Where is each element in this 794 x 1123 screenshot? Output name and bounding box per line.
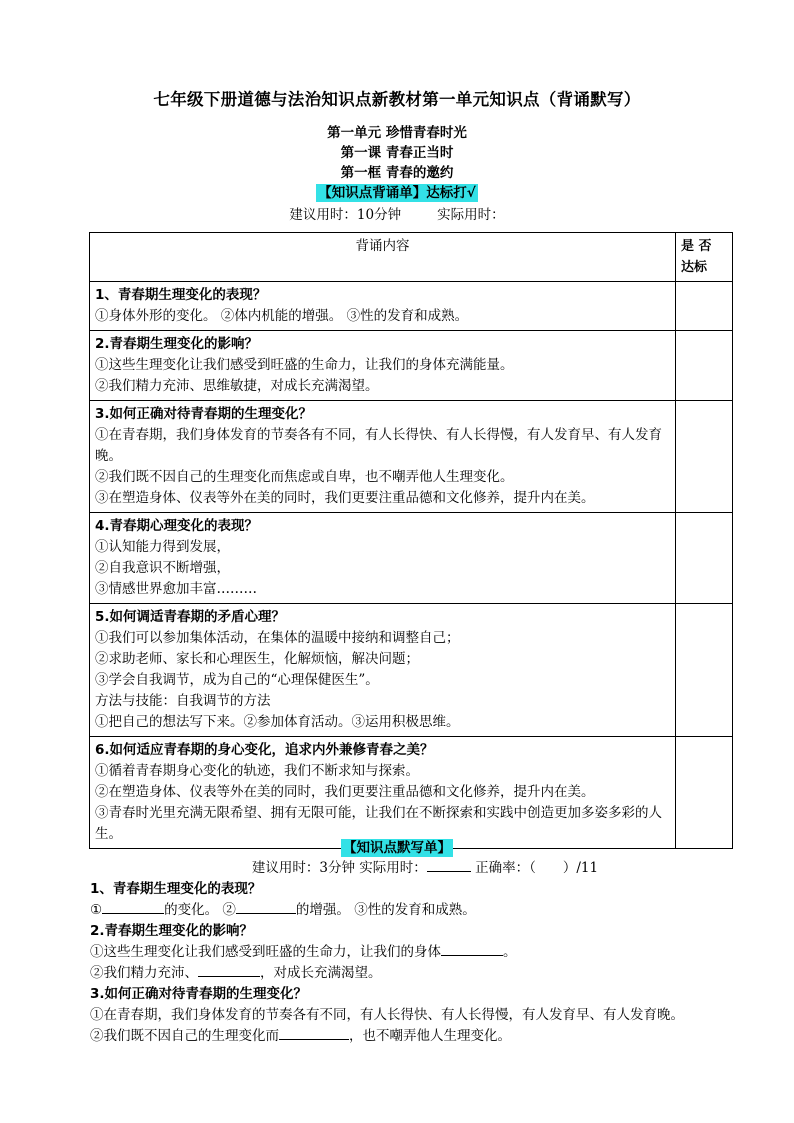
table-row xyxy=(90,513,733,604)
text-fragment: ① xyxy=(90,902,103,918)
answer-line: ②我们既不因自己的生理变化而焦虑或自卑，也不嘲弄他人生理变化。 xyxy=(95,469,514,485)
text-fragment: 的变化。 ② xyxy=(164,902,236,918)
text-fragment: ②我们既不因自己的生理变化而 xyxy=(90,1028,279,1044)
fill-blank[interactable] xyxy=(102,913,164,914)
answer-line: ①循着青春期身心变化的轨迹，我们不断求知与探索。 xyxy=(95,763,419,779)
question: 6.如何适应青春期的身心变化，追求内外兼修青春之美？ xyxy=(95,742,434,758)
question: 3.如何正确对待青春期的生理变化？ xyxy=(95,406,313,422)
question: 2.青春期生理变化的影响？ xyxy=(95,336,259,352)
answer-line: ②求助老师、家长和心理医生，化解烦恼，解决问题； xyxy=(95,651,419,667)
row-content xyxy=(90,604,676,737)
dictation-section xyxy=(90,858,730,1047)
check-cell[interactable] xyxy=(676,513,733,604)
table-row xyxy=(90,737,733,849)
dictation-meta xyxy=(90,858,730,879)
check-cell[interactable] xyxy=(676,331,733,401)
text-fragment: 的增强。 ③性的发育和成熟。 xyxy=(295,902,476,918)
suggested-time: 建议用时：10分钟 xyxy=(289,207,402,223)
answer-line: ③学会自我调节，成为自己的“心理保健医生”。 xyxy=(95,672,379,688)
question: 4.青春期心理变化的表现？ xyxy=(95,518,259,534)
dictation-heading: 【知识点默写单】 xyxy=(343,840,451,856)
document-title: 七年级下册道德与法治知识点新教材第一单元知识点（背诵默写） xyxy=(153,90,641,109)
actual-time: 实际用时： xyxy=(437,207,505,223)
text-fragment: ，也不嘲弄他人生理变化。 xyxy=(349,1028,511,1044)
answer-line: ②在塑造身体、仪表等外在美的同时，我们更要注重品德和文化修养，提升内在美。 xyxy=(95,784,595,800)
dictation-question: 2.青春期生理变化的影响？ xyxy=(90,923,254,939)
dictation-question: 1、青春期生理变化的表现？ xyxy=(90,881,262,897)
check-cell[interactable] xyxy=(676,737,733,849)
answer-line: ①我们可以参加集体活动，在集体的温暖中接纳和调整自己； xyxy=(95,630,460,646)
answer-line: ①把自己的想法写下来。②参加体育活动。③运用积极思维。 xyxy=(95,714,460,730)
text-fragment: ②我们精力充沛、 xyxy=(90,965,198,981)
dictation-heading-wrap xyxy=(0,836,794,856)
lesson-heading: 第一课 青春正当时 xyxy=(340,145,454,161)
dictation-line xyxy=(90,1026,730,1047)
unit-heading: 第一单元 珍惜青春时光 xyxy=(327,125,467,141)
answer-line: ③情感世界愈加丰富……… xyxy=(95,581,257,597)
row-content xyxy=(90,282,676,331)
question: 5.如何调适青春期的矛盾心理？ xyxy=(95,609,286,625)
text-fragment: ，对成长充满渴望。 xyxy=(260,965,382,981)
dictation-actual-time: 实际用时： xyxy=(359,860,427,876)
answer-line: ①在青春期，我们身体发育的节奏各有不同，有人长得快、有人长得慢，有人发育早、有人发育晚。 xyxy=(95,427,662,464)
fill-blank[interactable] xyxy=(198,976,260,977)
text-fragment: ①这些生理变化让我们感受到旺盛的生命力，让我们的身体 xyxy=(90,944,441,960)
fill-blank[interactable] xyxy=(236,913,296,914)
dictation-line xyxy=(90,963,730,984)
fill-blank[interactable] xyxy=(441,955,503,956)
dictation-accuracy: 正确率：（ ）/11 xyxy=(475,860,599,876)
check-cell[interactable] xyxy=(676,401,733,513)
answer-line: ①认知能力得到发展， xyxy=(95,539,230,555)
check-cell[interactable] xyxy=(676,282,733,331)
answer-line: ③在塑造身体、仪表等外在美的同时，我们更要注重品德和文化修养，提升内在美。 xyxy=(95,490,595,506)
header-check: 是 否 达标 xyxy=(676,233,733,282)
actual-time-blank[interactable] xyxy=(427,871,471,872)
dictation-line xyxy=(90,942,730,963)
answer-line: ③青春时光里充满无限希望、拥有无限可能，让我们在不断探索和实践中创造更加多姿多彩的人生。 xyxy=(95,805,662,842)
answer-line: ②我们精力充沛、思维敏捷，对成长充满渴望。 xyxy=(95,378,379,394)
recite-time-line xyxy=(0,203,794,223)
row-content xyxy=(90,401,676,513)
recite-table xyxy=(89,232,733,849)
dictation-line xyxy=(90,900,730,921)
recite-heading-wrap xyxy=(0,181,794,201)
table-header-row xyxy=(90,233,733,282)
answer-line: ①身体外形的变化。 ②体内机能的增强。 ③性的发育和成熟。 xyxy=(95,308,469,324)
table-row xyxy=(90,401,733,513)
check-cell[interactable] xyxy=(676,604,733,737)
frame-heading: 第一框 青春的邀约 xyxy=(340,165,454,181)
dictation-line: ①在青春期，我们身体发育的节奏各有不同，有人长得快、有人长得慢，有人发育早、有人发育晚。 xyxy=(90,1007,684,1023)
dictation-question: 3.如何正确对待青春期的生理变化？ xyxy=(90,986,308,1002)
row-content xyxy=(90,331,676,401)
answer-line: 方法与技能：自我调节的方法 xyxy=(95,693,271,709)
table-row xyxy=(90,282,733,331)
answer-line: ②自我意识不断增强， xyxy=(95,560,230,576)
dictation-suggested-time: 建议用时：3分钟 xyxy=(251,860,355,876)
row-content xyxy=(90,737,676,849)
row-content xyxy=(90,513,676,604)
table-row xyxy=(90,604,733,737)
header-content: 背诵内容 xyxy=(90,233,676,282)
answer-line: ①这些生理变化让我们感受到旺盛的生命力，让我们的身体充满能量。 xyxy=(95,357,514,373)
question: 1、青春期生理变化的表现？ xyxy=(95,287,267,303)
table-row xyxy=(90,331,733,401)
recite-heading: 【知识点背诵单】达标打√ xyxy=(318,185,476,201)
text-fragment: 。 xyxy=(503,944,517,960)
fill-blank[interactable] xyxy=(279,1039,349,1040)
